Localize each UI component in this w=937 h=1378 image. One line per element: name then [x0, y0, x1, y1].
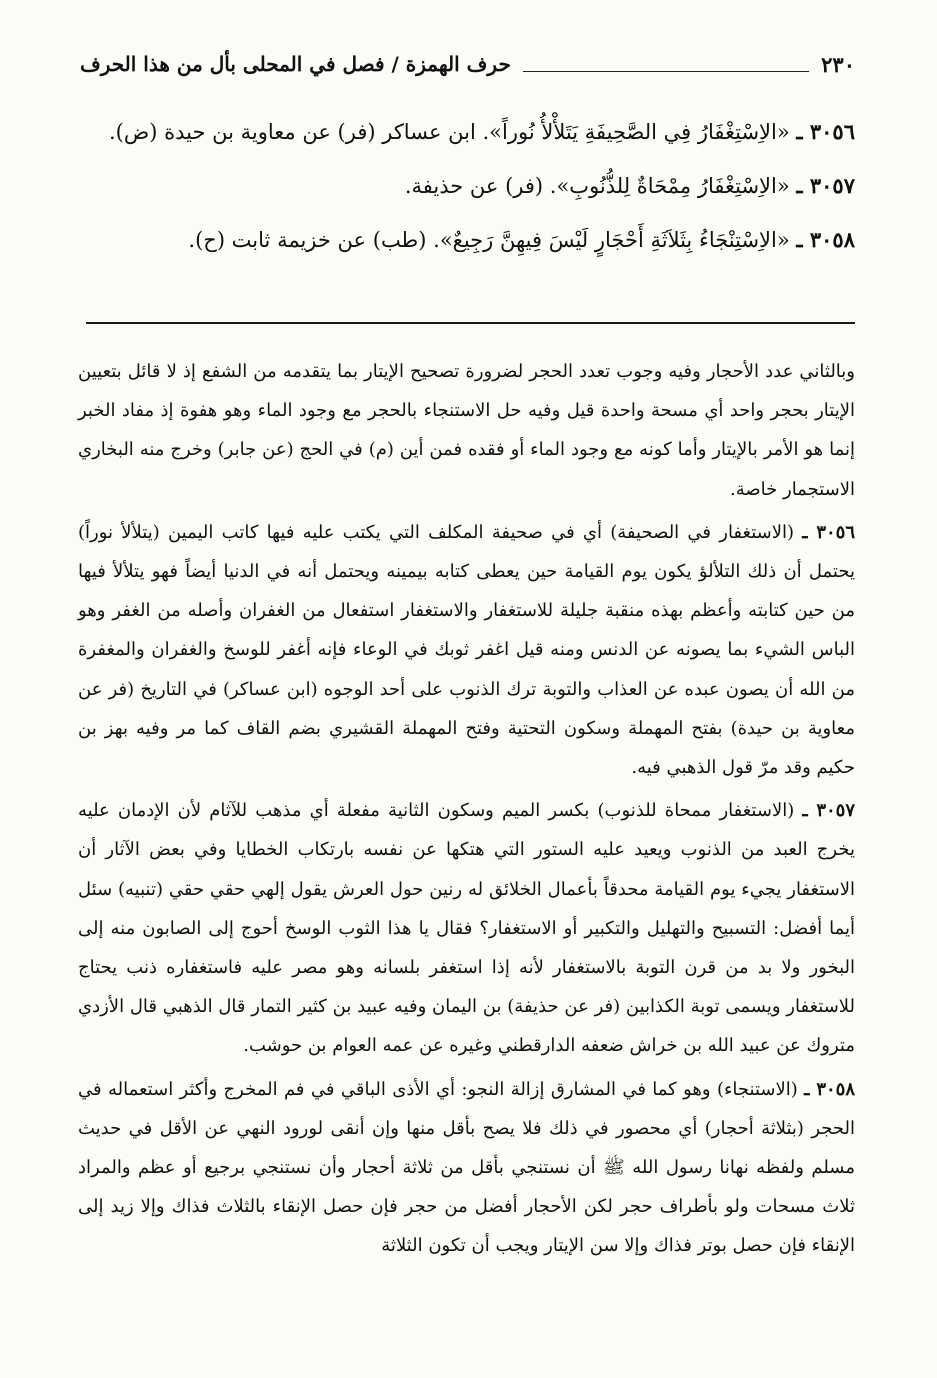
hadith-number: ٣٠٥٦ ـ — [796, 119, 855, 144]
hadith-number: ٣٠٥٧ ـ — [796, 173, 855, 198]
commentary-number: ٣٠٥٧ ـ — [802, 800, 855, 822]
commentary-number: ٣٠٥٨ ـ — [804, 1078, 856, 1100]
section-divider — [86, 322, 855, 324]
hadith-text: «الاِسْتِنْجَاءُ بِثَلاَثَةِ أَحْجَارٍ لَيْسَ فِيهِنَّ رَجِيعٌ». (طب) عن خزيمة ثابت (ح). — [188, 228, 790, 252]
commentary-paragraph — [78, 791, 855, 1065]
hadith-entry — [80, 105, 855, 159]
commentary-number: ٣٠٥٦ ـ — [802, 521, 855, 543]
page-title: حرف الهمزة / فصل في المحلى بأل من هذا الحرف — [80, 52, 511, 76]
hadith-number: ٣٠٥٨ ـ — [796, 227, 855, 252]
hadith-texts — [80, 105, 855, 267]
commentary-paragraph — [78, 513, 855, 787]
page-number: ٢٣٠ — [821, 51, 855, 77]
header-rule — [523, 71, 809, 72]
commentary-section — [78, 352, 855, 1270]
hadith-text: «الاِسْتِغْفَارُ مِمْحَاةٌ لِلذُّنُوبِ». (فر) عن حذيفة. — [404, 174, 790, 198]
page-header — [80, 44, 855, 84]
commentary-text: وبالثاني عدد الأحجار وفيه وجوب تعدد الحجر لضرورة تصحيح الإيتار بما يتقدمه من الشفع إذ لا قائل بتعيين الإيتار بحجر واحد أي مسحة واحدة قيل وفيه حل الاستنجاء بالحجر مع وجود الماء وهو هفوة إذ مفاد الخبر إنما هو الأمر بالإيتار وأما كونه مع وجود الماء أو فقده فمن أين (م) في الحج (عن جابر) وخرج منه البخاري الاستجمار خاصة. — [78, 361, 855, 500]
commentary-text: (الاستغفار في الصحيفة) أي في صحيفة المكلف التي يكتب عليه فيها كاتب اليمين (يتلألأ نوراً) يحتمل أن ذلك التلألؤ يكون يوم القيامة حين يعطى كتابه بيمينه ويحتمل أنه في الدنيا أيضاً فهو يتلألأ فيها من حين كتابته وأعظم بهذه منقبة جليلة للاستغفار والاستغفار استفعال من الغفران وأصله من الغفر وهو الباس الشيء بما يصونه عن الدنس ومنه قيل اغفر ثوبك في الوعاء فإنه أغفر للوسخ والغفران والمغفرة من الله أن يصون عبده عن العذاب والتوبة ترك الذنوب على أحد الوجوه (ابن عساكر) في التاريخ (فر عن معاوية بن حيدة) بفتح المهملة وسكون التحتية وفتح المهملة القشيري بضم القاف كما مر وفيه بهز بن حكيم وقد مرّ قول الذهبي فيه. — [78, 521, 855, 779]
hadith-text: «الاِسْتِغْفَارُ فِي الصَّحِيفَةِ يَتَلأْلأُ نُوراً». ابن عساكر (فر) عن معاوية بن حيدة (ض). — [109, 120, 790, 144]
hadith-entry — [80, 213, 855, 267]
commentary-paragraph — [78, 352, 855, 509]
hadith-entry — [80, 159, 855, 213]
commentary-text: (الاستنجاء) وهو كما في المشارق إزالة النجو: أي الأذى الباقي في فم المخرج وأكثر استعماله في الحجر (بثلاثة أحجار) أي محصور في ذلك فلا يصح بأقل منها وإن أنقى لورود النهي عن الأقل في حديث مسلم ولفظه نهانا رسول الله ﷺ أن نستنجي بأقل من ثلاثة أحجار وأن نستنجي برجيع أو عظم والمراد ثلاث مسحات ولو بأطراف حجر لكن الأحجار أفضل من حجر فإن حصل الإنقاء بالثلاث فذاك وإلا زيد إلى الإنقاء فإن حصل بوتر فذاك وإلا سن الإيتار ويجب أن تكون الثلاثة — [78, 1078, 855, 1257]
commentary-text: (الاستغفار ممحاة للذنوب) بكسر الميم وسكون الثانية مفعلة أي مذهب للآثام لأن الإدمان عليه يخرج العبد من الذنوب ويعيد عليه الستور التي هتكها عن نفسه بارتكاب الخطايا وفي بعض الآثار أن الاستغفار يجيء يوم القيامة محدقاً بأعمال الخلائق له رنين حول العرش يقول إلهي حقي حقي (تنبيه) سئل أيما أفضل: التسبيح والتهليل والتكبير أو الاستغفار؟ فقال يا هذا الثوب الوسخ أحوج إلى الصابون منه إلى البخور ولا بد من قرن التوبة بالاستغفار لأنه إذا استغفر بلسانه وهو مصر عليه فاستغفاره ذنب يحتاج للاستغفار ويسمى توبة الكذابين (فر عن حذيفة) بن اليمان وفيه عبيد بن كثير التمار قال الذهبي قال الأزدي متروك عن عبيد الله بن خراش ضعفه الدارقطني وغيره عن عمه العوام بن حوشب. — [78, 800, 855, 1057]
commentary-paragraph — [78, 1070, 855, 1266]
